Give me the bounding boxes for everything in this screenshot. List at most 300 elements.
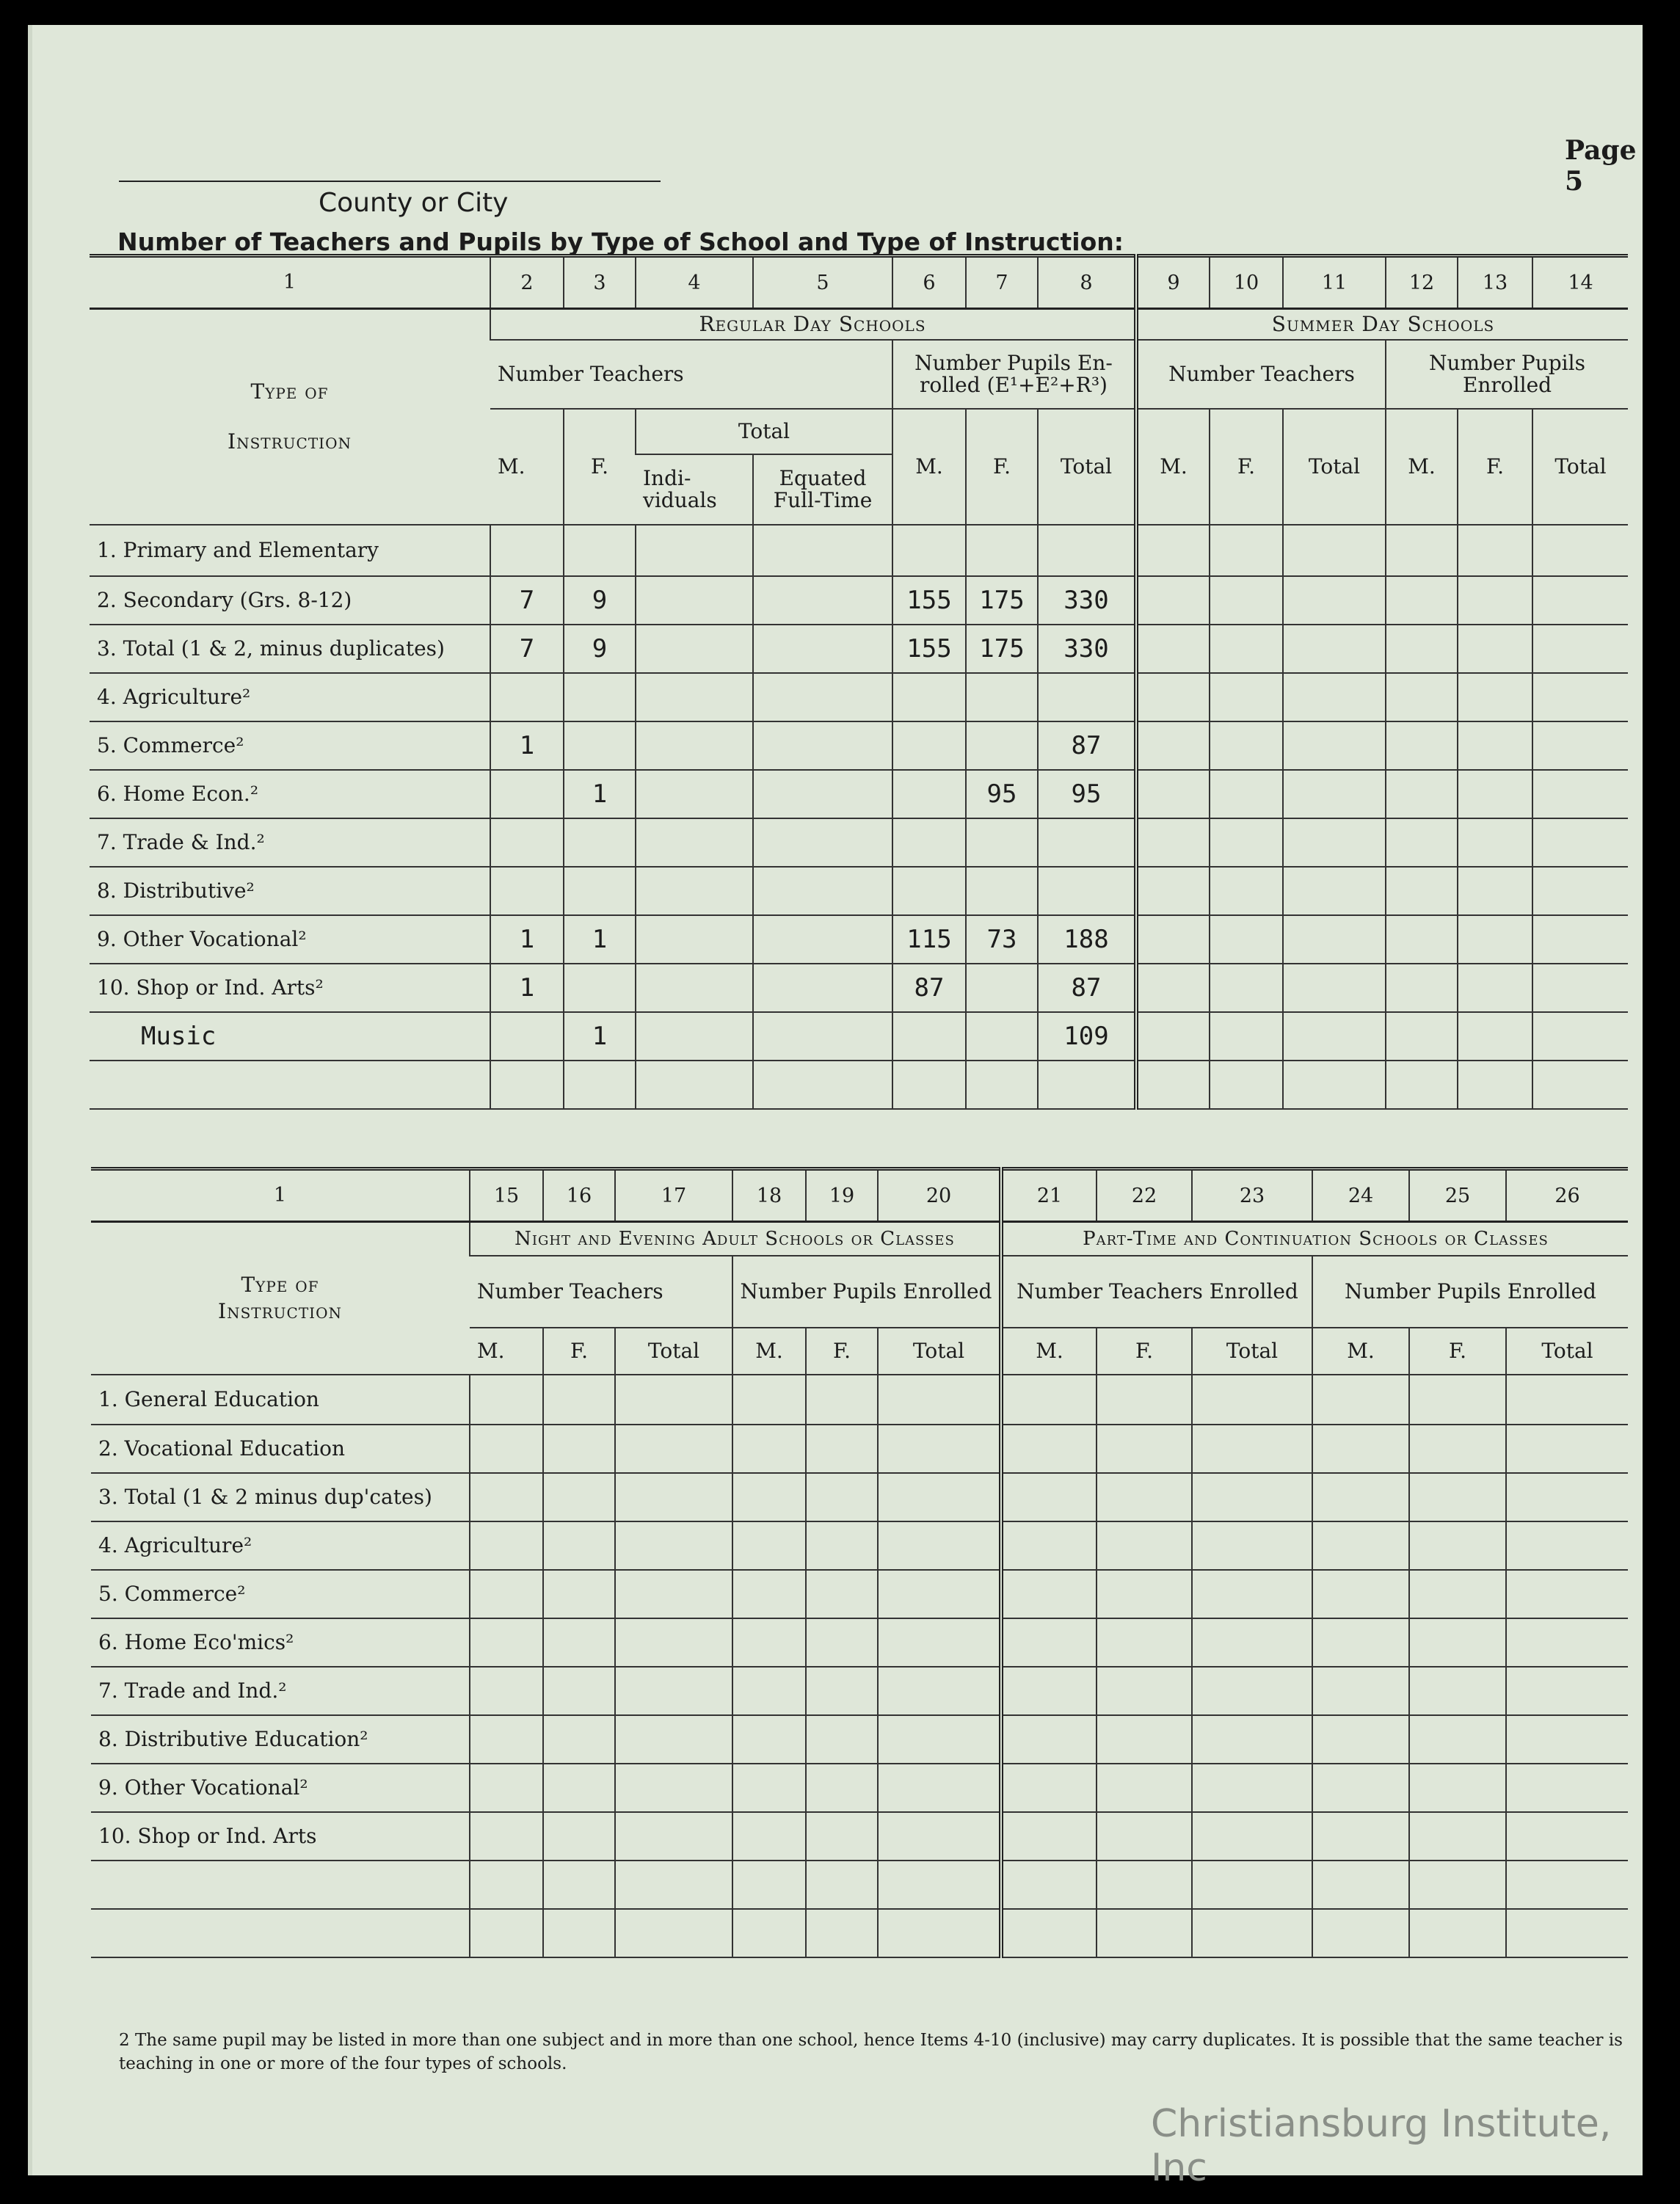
cell: [753, 625, 892, 673]
lower-row: [91, 1473, 1628, 1521]
cell: [878, 1618, 1001, 1667]
cell-pupils-m: [892, 673, 966, 721]
cell-pupils-m: [892, 1012, 966, 1061]
cell: [806, 1473, 878, 1521]
cell: [1097, 1909, 1192, 1957]
cell: [753, 867, 892, 915]
cell: [543, 1764, 615, 1812]
cell: [1192, 1667, 1312, 1715]
col-num: 6: [892, 256, 966, 309]
cell-teachers-f: [564, 673, 636, 721]
cell: [543, 1667, 615, 1715]
page-number: Page 5: [1565, 135, 1637, 197]
watermark: Christiansburg Institute, Inc: [1151, 2102, 1612, 2190]
cell: [636, 673, 753, 721]
cell: [1386, 867, 1458, 915]
cell: [1506, 1715, 1628, 1764]
cell: [1458, 525, 1532, 576]
col-num: 8: [1038, 256, 1136, 309]
cell: [1386, 576, 1458, 625]
col-num: 20: [878, 1169, 1001, 1222]
cell: [1192, 1473, 1312, 1521]
cell: [1283, 867, 1386, 915]
cell-pupils-m: 87: [892, 964, 966, 1012]
cell: [636, 770, 753, 818]
cell: [1283, 721, 1386, 770]
cell: [753, 673, 892, 721]
cell: [806, 1861, 878, 1909]
cell-pupils-f: 73: [966, 915, 1038, 964]
cell: [1386, 770, 1458, 818]
cell-pupils-f: [966, 673, 1038, 721]
cell: [1097, 1473, 1192, 1521]
number-teachers-header: Number Teachers: [490, 340, 892, 409]
cell: [1312, 1812, 1409, 1861]
col-num: 5: [753, 256, 892, 309]
cell: [1210, 770, 1283, 818]
cell: [1283, 625, 1386, 673]
cell: [1458, 576, 1532, 625]
cell: [732, 1375, 806, 1425]
cell: [636, 867, 753, 915]
cell-teachers-m: [490, 673, 564, 721]
cell: [1001, 1473, 1097, 1521]
cell-teachers-f: 9: [564, 625, 636, 673]
cell: [1458, 867, 1532, 915]
row-label: 3. Total (1 & 2, minus duplicates): [90, 625, 490, 673]
cell: [806, 1909, 878, 1957]
cell: [1532, 721, 1628, 770]
cell: [732, 1764, 806, 1812]
form-title: Number of Teachers and Pupils by Type of School and Type of Instruction:: [117, 228, 1124, 256]
cell: [543, 1375, 615, 1425]
cell: [878, 1909, 1001, 1957]
total-header: Total: [615, 1328, 732, 1375]
cell: [1136, 818, 1210, 867]
cell: [615, 1618, 732, 1667]
cell: [1192, 1521, 1312, 1570]
cell: [1506, 1764, 1628, 1812]
cell: [1312, 1715, 1409, 1764]
cell: [490, 1061, 564, 1109]
cell: [1532, 525, 1628, 576]
cell: [1532, 576, 1628, 625]
cell: [1458, 818, 1532, 867]
cell: [1283, 964, 1386, 1012]
cell: [753, 964, 892, 1012]
cell: [878, 1667, 1001, 1715]
cell: [1192, 1375, 1312, 1425]
cell: [1283, 525, 1386, 576]
cell: [878, 1425, 1001, 1473]
row-label: 7. Trade & Ind.²: [90, 818, 490, 867]
cell-teachers-f: 1: [564, 1012, 636, 1061]
cell-pupils-f: 175: [966, 625, 1038, 673]
cell: [1312, 1570, 1409, 1618]
cell: [470, 1909, 543, 1957]
cell-teachers-m: [490, 770, 564, 818]
cell: [1312, 1861, 1409, 1909]
cell: [1409, 1909, 1506, 1957]
cell-teachers-f: [564, 525, 636, 576]
cell: [1409, 1764, 1506, 1812]
cell: [1001, 1375, 1097, 1425]
number-pupils-header: Number Pupils En-rolled (E¹+E²+R³): [892, 340, 1136, 409]
cell: [878, 1473, 1001, 1521]
cell: [1136, 770, 1210, 818]
cell: [1506, 1473, 1628, 1521]
summer-number-pupils-header: Number Pupils Enrolled: [1386, 340, 1628, 409]
county-label: County or City: [319, 188, 509, 218]
cell: [1532, 673, 1628, 721]
cell: [1136, 867, 1210, 915]
cell: [1506, 1861, 1628, 1909]
cell: [1283, 818, 1386, 867]
type-of-label: Type of: [241, 1272, 319, 1297]
row-label: 8. Distributive²: [90, 867, 490, 915]
cell: [1458, 673, 1532, 721]
cell: [1097, 1425, 1192, 1473]
cell-pupils-total: 87: [1038, 964, 1136, 1012]
cell: [1283, 576, 1386, 625]
cell: [1097, 1715, 1192, 1764]
cell: [1532, 867, 1628, 915]
cell: [1192, 1570, 1312, 1618]
cell: [543, 1715, 615, 1764]
cell-pupils-m: 155: [892, 625, 966, 673]
col-num: 25: [1409, 1169, 1506, 1222]
col-num: 17: [615, 1169, 732, 1222]
cell: [1210, 576, 1283, 625]
cell: [1409, 1861, 1506, 1909]
cell: [636, 818, 753, 867]
cell: [636, 625, 753, 673]
col-num: 9: [1136, 256, 1210, 309]
cell-teachers-m: [490, 525, 564, 576]
cell: [1001, 1667, 1097, 1715]
cell: [732, 1715, 806, 1764]
cell: [636, 576, 753, 625]
col-num: 26: [1506, 1169, 1628, 1222]
cell: [1532, 1012, 1628, 1061]
col-num: 1: [90, 256, 490, 309]
footnote: 2 The same pupil may be listed in more than one subject and in more than one school, hence Items 4-10 (inclusive) may carry duplicates. It is possible that the same teacher is teaching in one or more of the four types of schools.: [119, 2031, 1623, 2073]
cell-pupils-m: [892, 770, 966, 818]
cell: [1409, 1618, 1506, 1667]
row-label: 3. Total (1 & 2 minus dup'cates): [91, 1473, 470, 1521]
cell: [806, 1375, 878, 1425]
m-header: M.: [1386, 409, 1458, 525]
cell: [636, 1012, 753, 1061]
cell: [1506, 1667, 1628, 1715]
cell: [1097, 1812, 1192, 1861]
cell-teachers-m: 7: [490, 576, 564, 625]
lower-table: [91, 1167, 1628, 1958]
cell: [1136, 1061, 1210, 1109]
cell: [1532, 964, 1628, 1012]
cell-teachers-m: [490, 1012, 564, 1061]
cell: [1136, 721, 1210, 770]
cell-teachers-f: 1: [564, 915, 636, 964]
cell-pupils-total: 330: [1038, 625, 1136, 673]
cell: [1386, 525, 1458, 576]
cell: [732, 1473, 806, 1521]
m-header: M.: [732, 1328, 806, 1375]
cell: [1097, 1667, 1192, 1715]
cell: [753, 721, 892, 770]
cell: [1283, 1012, 1386, 1061]
cell: [892, 1061, 966, 1109]
cell-teachers-m: [490, 867, 564, 915]
cell: [878, 1715, 1001, 1764]
summer-day-schools-header: Summer Day Schools: [1136, 309, 1628, 340]
cell: [1312, 1764, 1409, 1812]
cell: [806, 1425, 878, 1473]
cell: [543, 1909, 615, 1957]
cell: [615, 1715, 732, 1764]
row-label: 9. Other Vocational²: [91, 1764, 470, 1812]
cell: [1458, 964, 1532, 1012]
blank-row-label: [91, 1861, 470, 1909]
cell: [636, 721, 753, 770]
type-of-instruction-header: [91, 1222, 470, 1375]
cell: [1409, 1570, 1506, 1618]
cell: [470, 1715, 543, 1764]
upper-table: [90, 254, 1628, 1110]
lower-row: [91, 1715, 1628, 1764]
cell-pupils-m: [892, 525, 966, 576]
cell: [753, 1012, 892, 1061]
row-label: 5. Commerce²: [90, 721, 490, 770]
m-header: M.: [1312, 1328, 1409, 1375]
col-num: 14: [1532, 256, 1628, 309]
row-label: 5. Commerce²: [91, 1570, 470, 1618]
cell: [470, 1521, 543, 1570]
cell-teachers-m: 1: [490, 915, 564, 964]
total-header: Total: [1192, 1328, 1312, 1375]
col-num: 12: [1386, 256, 1458, 309]
f-header: F.: [543, 1328, 615, 1375]
cell-pupils-total: [1038, 673, 1136, 721]
lower-row: [91, 1375, 1628, 1425]
cell: [1386, 1061, 1458, 1109]
row-label: 10. Shop or Ind. Arts²: [90, 964, 490, 1012]
cell: [753, 915, 892, 964]
cell: [1097, 1375, 1192, 1425]
cell: [732, 1667, 806, 1715]
cell-teachers-f: [564, 721, 636, 770]
m-header: M.: [1136, 409, 1210, 525]
cell: [1210, 964, 1283, 1012]
cell: [1210, 915, 1283, 964]
cell-pupils-m: 115: [892, 915, 966, 964]
row-label: 4. Agriculture²: [91, 1521, 470, 1570]
cell: [1136, 525, 1210, 576]
cell: [1312, 1618, 1409, 1667]
cell: [543, 1425, 615, 1473]
cell: [1312, 1473, 1409, 1521]
parttime-number-teachers-header: Number Teachers Enrolled: [1001, 1256, 1312, 1328]
cell: [806, 1764, 878, 1812]
cell: [878, 1764, 1001, 1812]
cell-teachers-f: 9: [564, 576, 636, 625]
col-num: 2: [490, 256, 564, 309]
parttime-number-pupils-header: Number Pupils Enrolled: [1312, 1256, 1628, 1328]
cell-pupils-total: 188: [1038, 915, 1136, 964]
cell-teachers-f: [564, 818, 636, 867]
summer-number-teachers-header: Number Teachers: [1136, 340, 1386, 409]
cell: [1506, 1618, 1628, 1667]
cell: [1386, 964, 1458, 1012]
cell: [1506, 1521, 1628, 1570]
type-of-instruction-header: [90, 309, 490, 525]
cell-teachers-f: 1: [564, 770, 636, 818]
night-evening-header: Night and Evening Adult Schools or Classes: [470, 1222, 1001, 1256]
cell: [1386, 915, 1458, 964]
col-num: 1: [91, 1169, 470, 1222]
cell: [1458, 721, 1532, 770]
night-number-pupils-header: Number Pupils Enrolled: [732, 1256, 1001, 1328]
cell: [753, 1061, 892, 1109]
cell: [636, 525, 753, 576]
cell: [543, 1473, 615, 1521]
col-num: 24: [1312, 1169, 1409, 1222]
cell: [1210, 867, 1283, 915]
cell: [1283, 915, 1386, 964]
f-header: F.: [564, 409, 636, 525]
cell: [1532, 818, 1628, 867]
cell: [1312, 1667, 1409, 1715]
f-header: F.: [1097, 1328, 1192, 1375]
cell: [1532, 625, 1628, 673]
cell: [470, 1473, 543, 1521]
cell-teachers-m: [490, 818, 564, 867]
cell: [806, 1570, 878, 1618]
cell: [1386, 625, 1458, 673]
col-num: 23: [1192, 1169, 1312, 1222]
f-header: F.: [1458, 409, 1532, 525]
cell: [753, 770, 892, 818]
row-label: 1. General Education: [91, 1375, 470, 1425]
cell-pupils-total: 95: [1038, 770, 1136, 818]
cell: [470, 1618, 543, 1667]
cell: [732, 1861, 806, 1909]
cell: [1210, 1061, 1283, 1109]
col-num: 19: [806, 1169, 878, 1222]
lower-row: [91, 1667, 1628, 1715]
night-number-teachers-header: Number Teachers: [470, 1256, 732, 1328]
cell-pupils-total: 87: [1038, 721, 1136, 770]
cell: [1458, 625, 1532, 673]
cell: [1283, 1061, 1386, 1109]
cell-pupils-f: [966, 525, 1038, 576]
cell-pupils-total: 330: [1038, 576, 1136, 625]
cell-teachers-f: [564, 964, 636, 1012]
cell: [1506, 1812, 1628, 1861]
cell: [806, 1715, 878, 1764]
cell: [1210, 1012, 1283, 1061]
cell: [878, 1375, 1001, 1425]
lower-row: [91, 1618, 1628, 1667]
cell: [1506, 1909, 1628, 1957]
cell: [615, 1375, 732, 1425]
cell: [470, 1764, 543, 1812]
col-num: 10: [1210, 256, 1283, 309]
cell: [732, 1909, 806, 1957]
cell: [1097, 1861, 1192, 1909]
total-header: Total: [1283, 409, 1386, 525]
cell: [1458, 1012, 1532, 1061]
cell: [470, 1812, 543, 1861]
cell: [1001, 1618, 1097, 1667]
cell: [1192, 1715, 1312, 1764]
cell: [1001, 1812, 1097, 1861]
cell-pupils-m: 155: [892, 576, 966, 625]
cell: [1386, 721, 1458, 770]
cell: [543, 1521, 615, 1570]
cell: [615, 1570, 732, 1618]
cell: [1192, 1764, 1312, 1812]
cell: [1136, 1012, 1210, 1061]
cell: [878, 1570, 1001, 1618]
row-label: 8. Distributive Education²: [91, 1715, 470, 1764]
col-num: 4: [636, 256, 753, 309]
cell: [732, 1425, 806, 1473]
f-header: F.: [806, 1328, 878, 1375]
cell: [1532, 915, 1628, 964]
cell: [543, 1812, 615, 1861]
cell: [753, 818, 892, 867]
row-label: 7. Trade and Ind.²: [91, 1667, 470, 1715]
cell: [1192, 1812, 1312, 1861]
cell: [543, 1618, 615, 1667]
row-label: 2. Secondary (Grs. 8-12): [90, 576, 490, 625]
blank-row-label: [90, 1061, 490, 1109]
cell: [470, 1425, 543, 1473]
row-label: 2. Vocational Education: [91, 1425, 470, 1473]
cell-teachers-m: 1: [490, 721, 564, 770]
county-line: [119, 181, 661, 182]
row-label-handwritten: Music: [90, 1012, 490, 1061]
total-teachers-header: Total: [636, 409, 892, 454]
col-num: 13: [1458, 256, 1532, 309]
regular-day-schools-header: Regular Day Schools: [490, 309, 1136, 340]
cell: [1409, 1667, 1506, 1715]
col-num: 11: [1283, 256, 1386, 309]
cell: [806, 1618, 878, 1667]
cell: [1312, 1425, 1409, 1473]
cell: [615, 1521, 732, 1570]
cell: [1409, 1521, 1506, 1570]
row-label: 9. Other Vocational²: [90, 915, 490, 964]
row-label: 4. Agriculture²: [90, 673, 490, 721]
cell-pupils-m: [892, 867, 966, 915]
equated-full-time-header: Equated Full-Time: [753, 454, 892, 525]
cell: [1386, 1012, 1458, 1061]
cell: [1097, 1764, 1192, 1812]
row-label: 6. Home Eco'mics²: [91, 1618, 470, 1667]
cell: [878, 1521, 1001, 1570]
cell: [1001, 1715, 1097, 1764]
cell: [1192, 1618, 1312, 1667]
cell: [1506, 1375, 1628, 1425]
row-label: 6. Home Econ.²: [90, 770, 490, 818]
cell-pupils-f: [966, 867, 1038, 915]
blank-row-label: [91, 1909, 470, 1957]
cell: [1136, 673, 1210, 721]
total-header: Total: [1038, 409, 1136, 525]
cell-pupils-f: 95: [966, 770, 1038, 818]
